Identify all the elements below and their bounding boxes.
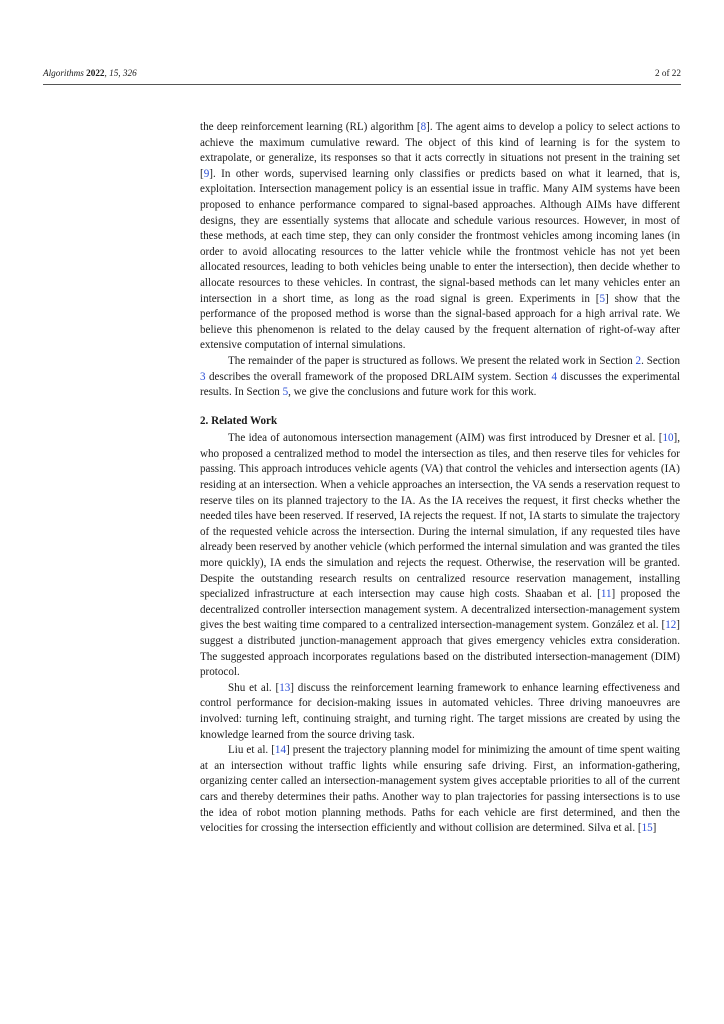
text-run: Liu et al. [ [228, 744, 275, 757]
text-run: ] show that the performance of the proposed method is worse than the signal-based approach for a high arrival rate. We believe this phenomenon is related to the delay caused by the frequent alternation of right-of-way after extensive computation of internal simulations. [200, 292, 680, 352]
citation-link[interactable]: 5 [599, 292, 606, 305]
text-run: ] proposed the decentralized controller intersection management system. A decentralized intersection-management system gives the best waiting time compared to a centralized intersection-management system. González et al. [ [200, 588, 681, 632]
citation-link[interactable]: 8 [420, 121, 427, 133]
text-run: Shu et al. [ [228, 681, 280, 694]
text-run: ] [652, 822, 657, 835]
journal-volume: , 15, 326 [104, 68, 137, 78]
running-header [43, 66, 681, 80]
main-text [200, 120, 680, 837]
text-run: ]. The agent aims to develop a policy to select actions to achieve the maximum cumulative reward. The object of this kind of learning is for the system to extrapolate, or generalize, its responses so that it acts correctly in situations not present in the training set [ [200, 121, 680, 180]
text-run: ]. In other words, supervised learning only classifies or predicts based on what it learned, that is, exploitation. Intersection management policy is an essential issue in traffic. Many AIM systems have been proposed to enhance performance compared to signal-based approaches. Although AIMs have different designs, they are essentially systems that allocate and schedule various resources. However, in most of these methods, at each time step, they can only consider the frontmost vehicles among incoming lanes (in order to avoid allocating resources to the latter vehicle while the frontmost vehicle has not yet been allocated resources, leading to both vehicles being unable to enter the intersection), then decide whether to allocate resources to these vehicles. In contrast, the signal-based methods can let many vehicles enter an intersection in a short time, as long as the road signal is green. Experiments in [ [200, 167, 680, 305]
text-run: . Section [641, 354, 680, 367]
paragraph [200, 120, 680, 354]
text-run: the deep reinforcement learning (RL) algorithm [ [200, 121, 421, 133]
text-run: describes the overall framework of the proposed DRLAIM system. Section [205, 370, 552, 383]
text-run: ] present the trajectory planning model for minimizing the amount of time spent waiting at an intersection without traffic lights while ensuring safe driving. First, an information-gathering, organizing center called an intersection-management system gives acceptable priorities to all of the current cars and thereby determines their paths. Another way to plan trajectories for passing intersections is to use the idea of robot motion planning methods. Paths for each vehicle are first determined, and then the velocities for crossing the intersection efficiently and without collision are determined. Silva et al. [ [200, 744, 680, 835]
text-run: discusses the experimental results. In Section [200, 370, 681, 399]
citation-link[interactable]: 12 [665, 619, 677, 632]
citation-link[interactable]: 11 [600, 588, 612, 601]
section-heading: 2. Related Work [200, 414, 278, 427]
page-number: 2 of 22 [654, 68, 681, 78]
paragraph [200, 431, 680, 681]
text-run: ], who proposed a centralized method to model the intersection as tiles, and then reserve tiles for vehicles for passing. This approach introduces vehicle agents (VA) that control the vehicles and intersection agents (IA) residing at an intersection. When a vehicle approaches an intersection, the VA sends a reservation request to reserve tiles on its planned trajectory to the IA. As the IA receives the request, it first checks whether the needed tiles have been reserved. If reserved, IA rejects the request. If not, IA starts to simulate the trajectory of the requested vehicle across the intersection. During the internal simulation, if any requested tiles have already been reserved by another vehicle (which performed the internal simulation and was granted the tiles more quickly), IA ends the simulation and rejects the request. Otherwise, the reservation will be granted. Despite the outstanding research results on centralized resource reservation management, installing specialized infrastructure at each intersection may cause high costs. Shaaban et al. [ [200, 432, 680, 601]
paragraph [200, 354, 680, 401]
citation-link[interactable]: 15 [641, 822, 653, 835]
text-run: ] suggest a distributed junction-management approach that gives emergency vehicles extra consideration. The suggested approach incorporates regulations based on the distributed intersection-management (DIM) protocol. [200, 619, 680, 679]
text-run: ] discuss the reinforcement learning framework to enhance learning effectiveness and control performance for decision-making issues in automated vehicles. Three driving manoeuvres are involved: turning left, continuing straight, and turning right. The target missions are created by using the knowledge learned from the source driving task. [200, 681, 680, 741]
citation-link[interactable]: 9 [203, 167, 210, 180]
citation-link[interactable]: 14 [274, 744, 286, 757]
section-link[interactable]: 3 [200, 370, 206, 383]
paragraph [200, 681, 680, 743]
section-link[interactable]: 5 [282, 386, 289, 399]
journal-year: 2022 [86, 68, 105, 78]
citation-link[interactable]: 13 [279, 681, 291, 694]
section-link[interactable]: 2 [635, 354, 642, 367]
text-run: The idea of autonomous intersection management (AIM) was first introduced by Dresner et al. [ [228, 432, 663, 445]
text-run: , we give the conclusions and future work for this work. [288, 386, 537, 399]
paragraph [200, 743, 680, 837]
header-rule [43, 84, 681, 85]
header-citation [43, 66, 137, 80]
text-run: The remainder of the paper is structured as follows. We present the related work in Section [228, 354, 636, 367]
section-link[interactable]: 4 [551, 370, 558, 383]
citation-link[interactable]: 10 [662, 432, 674, 445]
journal-name: Algorithms [43, 68, 84, 78]
